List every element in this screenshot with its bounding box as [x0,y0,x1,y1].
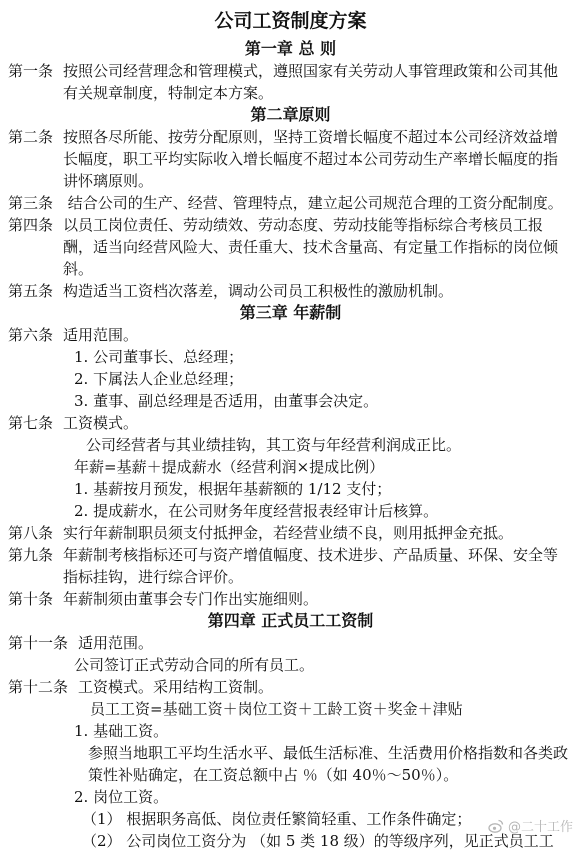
document-title: 公司工资制度方案 [214,10,367,32]
article [8,60,573,104]
article [8,324,573,346]
article-number: 第六条 [8,326,54,344]
article [8,126,573,192]
formula-line: 员工工资=基础工资＋岗位工资＋工龄工资＋奖金＋津贴 [90,700,463,718]
chapter-heading: 第四章 正式员工工资制 [207,611,374,630]
list-item: 1. 公司董事长、总经理； [74,348,244,366]
list-item: 3. 董事、副总经理是否适用，由董事会决定。 [74,392,379,410]
article-number: 第一条 [8,62,54,80]
article [8,588,573,610]
article-text: 年薪制考核指标还可与资产增值幅度、技术进步、产品质量、环保、安全等指标挂钩，进行综合评价。 [63,546,559,586]
article-text: 工资模式。 [63,414,139,432]
list-item: 2. 提成薪水，在公司财务年度经营报表经审计后核算。 [74,502,439,520]
article [8,632,573,654]
article-text: 工资模式。采用结构工资制。 [78,678,274,696]
list-item: 1. 基薪按月预发，根据年基薪额的 1/12 支付； [74,480,392,498]
article [8,214,573,280]
article-number: 第七条 [8,414,54,432]
article-text: 实行年薪制职员须支付抵押金，若经营业绩不良，则用抵押金充抵。 [63,524,514,542]
article-number: 第二条 [8,128,54,146]
article-number: 第四条 [8,216,54,234]
article-text: 结合公司的生产、经营、管理特点，建立起公司规范合理的工资分配制度。 [67,194,563,212]
article-text: 按照各尽所能、按劳分配原则，坚持工资增长幅度不超过本公司经济效益增长幅度，职工平均实际收入增长幅度不超过本公司劳动生产率增长幅度的指讲怀璃原则。 [63,128,559,190]
article-number: 第五条 [8,282,54,300]
chapter-heading: 第三章 年薪制 [239,303,342,322]
paragraph-line: 参照当地职工平均生活水平、最低生活标准、生活费用价格指数和各类政策性补贴确定，在工资总额中占 ％（如 40％～50％）。 [88,744,569,784]
list-item: 2. 下属法人企业总经理； [74,370,244,388]
paragraph-line: 公司经营者与其业绩挂钩，其工资与年经营利润成正比。 [86,436,462,454]
article [8,676,573,698]
article-text: 年薪制须由董事会专门作出实施细则。 [63,590,319,608]
watermark-text: @二十工作 [507,820,573,835]
article [8,280,573,302]
chapter-heading: 第二章原则 [250,105,331,124]
article-number: 第十一条 [8,634,69,652]
sub-list-item: （2） 公司岗位工资分为 （如 5 类 18 级）的等级序列，见正式员工工 [82,832,554,850]
article-number: 第九条 [8,546,54,564]
article-text: 以员工岗位责任、劳动绩效、劳动态度、劳动技能等指标综合考核员工报酬，适当向经营风险大、责任重大、技术含量高、有定量工作指标的岗位倾斜。 [63,216,559,278]
list-item: 2. 岗位工资。 [74,788,169,806]
article-number: 第十条 [8,590,54,608]
article-text: 适用范围。 [78,634,154,652]
article-text: 按照公司经营理念和管理模式，遵照国家有关劳动人事管理政策和公司其他有关规章制度，特制定本方案。 [63,62,559,102]
watermark [488,816,573,835]
paragraph-line: 公司签订正式劳动合同的所有员工。 [74,656,315,674]
article [8,412,573,434]
formula-line: 年薪=基薪＋提成薪水（经营利润×提成比例） [74,458,385,476]
article [8,522,573,544]
sub-list-item: （1） 根据职务高低、岗位责任繁简轻重、工作条件确定； [82,810,472,828]
article-number: 第八条 [8,524,54,542]
article-text: 构造适当工资档次落差，调动公司员工积极性的激励机制。 [63,282,454,300]
chapter-heading: 第一章 总 则 [244,39,337,58]
list-item: 1. 基础工资。 [74,722,169,740]
article-number: 第十二条 [8,678,69,696]
article-text: 适用范围。 [63,326,139,344]
article [8,192,573,214]
article-number: 第三条 [8,194,54,212]
weibo-icon [488,818,504,834]
article [8,544,573,588]
